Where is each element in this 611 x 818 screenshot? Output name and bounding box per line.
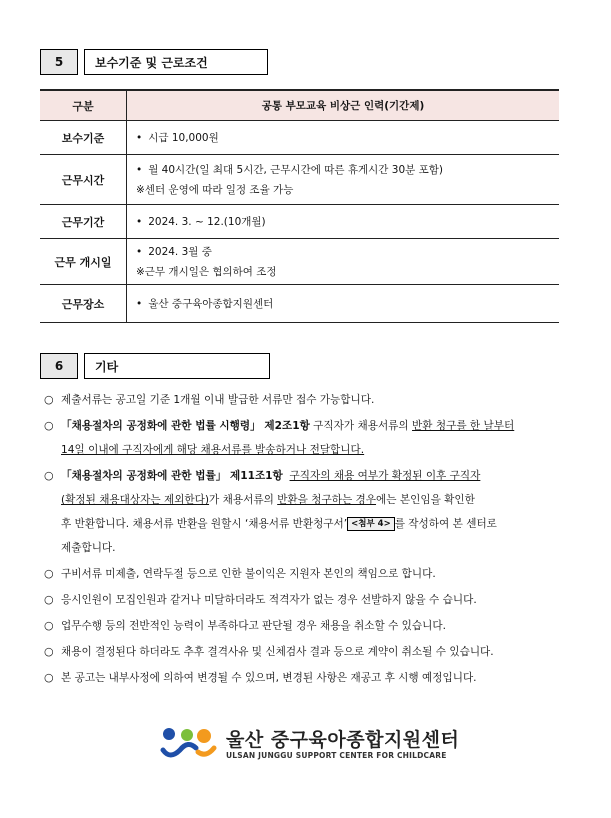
item-text: 제출서류는 공고일 기준 1개월 이내 발급한 서류만 접수 가능합니다. [61, 394, 375, 406]
law-reference: 「채용절차의 공정화에 관한 법률 시행령」 제2조1항 [61, 420, 310, 432]
conditions-table [40, 89, 559, 323]
item-text: 를 작성하여 본 센터로 [394, 518, 497, 530]
row-label: 보수기준 [40, 121, 127, 155]
section-5-number: 5 [40, 49, 78, 75]
item-text: 응시인원이 모집인원과 같거나 미달하더라도 적격자가 없는 경우 선발하지 않을 수 습니다. [61, 594, 477, 606]
circle-bullet-icon: ○ [44, 393, 54, 406]
section-5-header [40, 49, 268, 75]
center-logo-icon [160, 726, 218, 762]
list-item [44, 640, 564, 664]
list-item [44, 666, 564, 690]
circle-bullet-icon: ○ [44, 671, 54, 684]
underlined-text: 반환 청구를 한 날부터 [412, 420, 515, 432]
table-row [40, 239, 559, 285]
table-row [40, 285, 559, 323]
table-header-row [40, 90, 559, 121]
item-text: 에는 본인임을 확인한 [376, 494, 475, 506]
law-reference: 「채용절차의 공정화에 관한 법률」 제11조1항 [61, 470, 283, 482]
underlined-text: (확정된 채용대상자는 제외한다) [61, 494, 210, 506]
row-note: ※근무 개시일은 협의하여 조정 [136, 265, 277, 278]
attachment-tag: <첨부 4> [347, 517, 395, 531]
circle-bullet-icon: ○ [44, 567, 54, 580]
item-text: 구직자가 채용서류의 [309, 420, 413, 432]
table-row [40, 155, 559, 205]
item-text: 제출합니다. [61, 542, 116, 554]
item-text: 후 반환합니다. 채용서류 반환을 원할시 ‘채용서류 반환청구서’ [61, 518, 348, 530]
item-text: 채용이 결정된다 하더라도 추후 결격사유 및 신체검사 결과 등으로 계약이 취소될 수 있습니다. [61, 646, 494, 658]
row-label: 근무 개시일 [40, 239, 127, 285]
section-6-header [40, 353, 270, 379]
item-text: 구비서류 미제출, 연락두절 등으로 인한 불이익은 지원자 본인의 책임으로 합니다. [61, 568, 436, 580]
row-value: • 시급 10,000원 [136, 128, 559, 148]
list-item [44, 414, 564, 462]
row-note: ※센터 운영에 따라 일정 조율 가능 [136, 183, 294, 196]
header-category: 구분 [40, 90, 127, 121]
header-value: 공통 부모교육 비상근 인력(기간제) [127, 90, 560, 121]
circle-bullet-icon: ○ [44, 419, 54, 432]
underlined-text: 구직자의 채용 여부가 확정된 이후 구직자 [289, 470, 481, 482]
row-label: 근무기간 [40, 205, 127, 239]
circle-bullet-icon: ○ [44, 469, 54, 482]
section-6-number: 6 [40, 353, 78, 379]
list-item [44, 562, 564, 586]
underlined-text: 반환을 청구하는 경우 [277, 494, 377, 506]
list-item [44, 614, 564, 638]
organization-logo [160, 726, 459, 762]
organization-name: 울산 중구육아종합지원센터 [226, 728, 460, 751]
item-text: 가 채용서류의 [209, 494, 278, 506]
table-row [40, 121, 559, 155]
circle-bullet-icon: ○ [44, 645, 54, 658]
row-value: • 2024. 3월 중 [136, 242, 559, 262]
notice-list [44, 388, 564, 692]
underlined-text: 14일 이내에 구직자에게 해당 채용서류를 발송하거나 전달합니다. [61, 444, 365, 456]
table-row [40, 205, 559, 239]
row-label: 근무시간 [40, 155, 127, 205]
list-item [44, 388, 564, 412]
row-value: • 월 40시간(일 최대 5시간, 근무시간에 따른 휴게시간 30분 포함) [136, 160, 559, 180]
circle-bullet-icon: ○ [44, 593, 54, 606]
list-item [44, 464, 564, 560]
row-value: • 울산 중구육아종합지원센터 [136, 294, 559, 314]
section-6-title: 기타 [84, 353, 270, 379]
row-label: 근무장소 [40, 285, 127, 323]
organization-name-english: ULSAN JUNGGU SUPPORT CENTER FOR CHILDCARE [226, 750, 447, 760]
item-text: 본 공고는 내부사정에 의하여 변경될 수 있으며, 변경된 사항은 재공고 후 시행 예정입니다. [61, 672, 477, 684]
row-value: • 2024. 3. ~ 12.(10개월) [136, 212, 559, 232]
circle-bullet-icon: ○ [44, 619, 54, 632]
section-5-title: 보수기준 및 근로조건 [84, 49, 268, 75]
list-item [44, 588, 564, 612]
item-text: 업무수행 등의 전반적인 능력이 부족하다고 판단될 경우 채용을 취소할 수 있습니다. [61, 620, 446, 632]
